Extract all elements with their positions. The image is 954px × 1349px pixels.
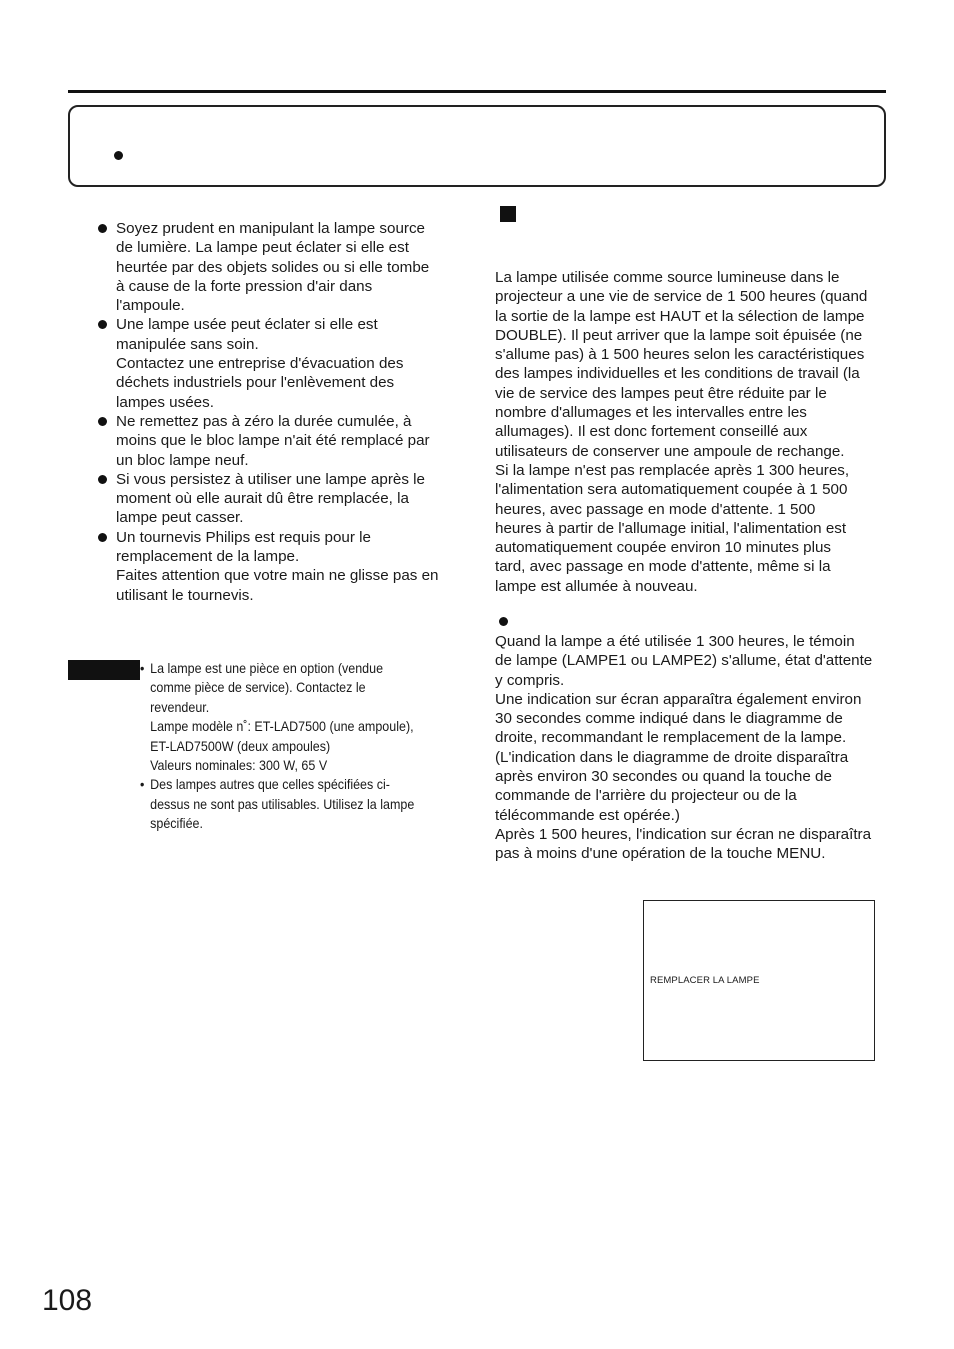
replacement-indicator-paragraph: [495, 632, 895, 864]
note-bullet: •: [140, 661, 145, 676]
note-line: spécifiée.: [150, 816, 203, 832]
body-line: de lampe (LAMPE1 ou LAMPE2) s'allume, état d'attente: [495, 652, 873, 670]
caution-line: Une lampe usée peut éclater si elle est: [116, 316, 378, 334]
screen-message: REMPLACER LA LAMPE: [650, 975, 760, 986]
body-line: 30 secondes comme indiqué dans le diagramme de: [495, 710, 843, 728]
caution-line: moins que le bloc lampe n'ait été remplacé par: [116, 432, 430, 450]
note-line: Lampe modèle n˚: ET-LAD7500 (une ampoule),: [150, 719, 414, 735]
body-line: commande de l'arrière du projecteur ou de la: [495, 787, 797, 805]
body-line: des lampes individuelles et les conditions de travail (la: [495, 365, 860, 383]
body-line: télécommande est opérée.): [495, 806, 680, 824]
caution-item: [96, 470, 466, 528]
notes: [140, 659, 471, 834]
caution-line: heurtée par des objets solides ou si elle tombe: [116, 258, 430, 276]
body-line: heures à partir de l'allumage initial, l'alimentation est: [495, 519, 847, 537]
body-line: pas à moins d'une opération de la touche MENU.: [495, 845, 826, 863]
bullet-icon: [98, 320, 107, 329]
bullet-icon: [114, 151, 123, 160]
body-line: s'allume pas) à 1 500 heures selon les caractéristiques: [495, 346, 865, 364]
body-line: projecteur a une vie de service de 1 500 heures (quand: [495, 288, 868, 306]
note-line: Valeurs nominales: 300 W, 65 V: [150, 758, 328, 774]
body-line: nombre d'allumages et les intervalles entre les: [495, 404, 807, 422]
body-line: vie de service des lampes peut être réduite par le: [495, 384, 827, 402]
caution-line: Soyez prudent en manipulant la lampe source: [116, 220, 426, 237]
caution-line: de lumière. La lampe peut éclater si elle est: [116, 239, 409, 257]
bullet-icon: [98, 224, 107, 233]
caution-line: l'ampoule.: [116, 297, 185, 315]
caution-line: Contactez une entreprise d'évacuation des: [116, 355, 404, 373]
bullet-icon: [98, 417, 107, 426]
body-line: après environ 30 secondes ou quand la touche de: [495, 768, 832, 786]
body-line: Une indication sur écran apparaîtra également environ: [495, 690, 862, 708]
body-line: heures, avec passage en mode d'attente. 1 500: [495, 500, 816, 518]
body-line: tard, avec passage en mode d'attente, même si la: [495, 558, 831, 576]
lamp-life-paragraph: [495, 268, 895, 596]
caution-item: [96, 315, 466, 411]
bullet-icon: [499, 617, 508, 626]
warning-box: [68, 105, 886, 187]
body-line: Après 1 500 heures, l'indication sur écran ne disparaîtra: [495, 825, 872, 843]
caution-line: Un tournevis Philips est requis pour le: [116, 528, 371, 546]
section-square-icon: [500, 206, 516, 222]
page-number: 108: [42, 1284, 93, 1317]
body-line: La lampe utilisée comme source lumineuse dans le: [495, 269, 840, 286]
note-line: Des lampes autres que celles spécifiées ci-: [150, 777, 390, 793]
caution-line: Ne remettez pas à zéro la durée cumulée, à: [116, 412, 412, 430]
note-bullet: •: [140, 777, 145, 793]
caution-line: déchets industriels pour l'enlèvement des: [116, 374, 395, 392]
caution-line: remplacement de la lampe.: [116, 548, 300, 566]
body-line: allumages). Il est donc fortement conseillé aux: [495, 423, 808, 441]
caution-line: un bloc lampe neuf.: [116, 451, 249, 469]
note-label: [68, 660, 140, 680]
body-line: DOUBLE). Il peut arriver que la lampe soit épuisée (ne: [495, 326, 863, 344]
body-line: droite, recommandant le remplacement de la lampe.: [495, 729, 847, 747]
body-line: la sortie de la lampe est HAUT et la sélection de lampe: [495, 307, 865, 325]
body-line: (L'indication dans le diagramme de droite disparaîtra: [495, 748, 849, 766]
caution-line: Si vous persistez à utiliser une lampe après le: [116, 470, 425, 488]
body-line: automatiquement coupée environ 10 minutes plus: [495, 539, 832, 557]
note-line: La lampe est une pièce en option (vendue: [150, 661, 384, 676]
note-item: [140, 659, 471, 775]
body-line: Si la lampe n'est pas remplacée après 1 300 heures,: [495, 461, 850, 479]
caution-line: lampe peut casser.: [116, 509, 244, 527]
caution-line: à cause de la forte pression d'air dans: [116, 277, 373, 295]
bullet-icon: [98, 533, 107, 542]
note-item: [140, 775, 471, 833]
top-rule: [68, 90, 886, 93]
note-line: revendeur.: [150, 699, 210, 715]
note-line: ET-LAD7500W (deux ampoules): [150, 738, 331, 754]
caution-line: utilisant le tournevis.: [116, 586, 254, 604]
caution-line: moment où elle aurait dû être remplacée, la: [116, 490, 409, 508]
caution-item: [96, 412, 466, 470]
body-line: Quand la lampe a été utilisée 1 300 heures, le témoin: [495, 633, 855, 650]
on-screen-display-diagram: [643, 900, 875, 1061]
body-line: y compris.: [495, 671, 565, 689]
body-line: utilisateurs de conserver une ampoule de rechange.: [495, 442, 845, 460]
body-line: lampe est allumée à nouveau.: [495, 577, 698, 595]
caution-line: Faites attention que votre main ne glisse pas en: [116, 567, 439, 585]
caution-line: lampes usées.: [116, 393, 214, 411]
body-line: l'alimentation sera automatiquement coupée à 1 500: [495, 481, 848, 499]
caution-item: [96, 528, 466, 605]
caution-item: [96, 219, 466, 315]
bullet-icon: [98, 475, 107, 484]
caution-line: manipulée sans soin.: [116, 335, 259, 353]
note-line: dessus ne sont pas utilisables. Utilisez la lampe: [150, 796, 415, 812]
caution-list: [96, 219, 466, 605]
note-line: comme pièce de service). Contactez le: [150, 680, 366, 696]
